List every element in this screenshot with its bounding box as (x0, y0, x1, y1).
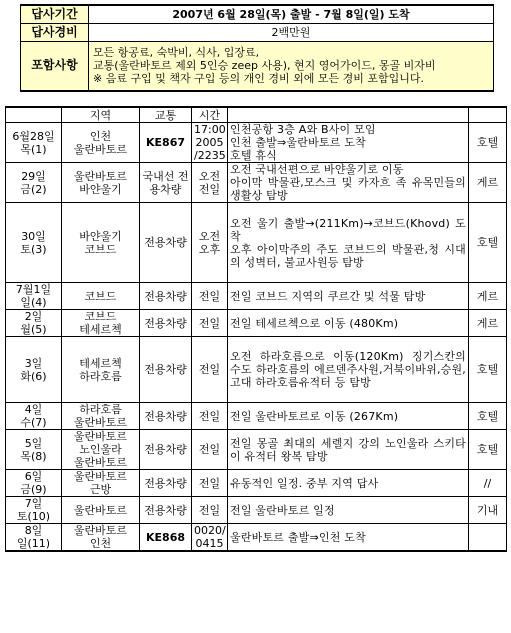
time-cell-line: 전일 (198, 363, 221, 376)
time-cell-line: 전일 (198, 289, 221, 303)
region-cell (62, 310, 140, 337)
activity-cell-line: 전일 테세르첵으로 이동 (480Km) (230, 316, 399, 330)
transport-cell: KE867 (140, 123, 192, 163)
region-cell-line: 테세르첵 (79, 356, 122, 370)
activity-cell-line: 오전 국내선편으로 바얀울기로 이동 (230, 163, 404, 176)
date-cell-line: 5일 (24, 436, 43, 450)
time-cell (192, 337, 228, 403)
region-cell-line: 인천 (89, 129, 112, 143)
region-cell-line: 코브드 (84, 310, 117, 323)
accommodation-cell: 호텔 (469, 430, 507, 470)
itinerary-row (6, 430, 507, 470)
region-cell-line: 울란바토르 (73, 430, 128, 443)
transport-cell: 전용차량 (140, 470, 192, 497)
includes-line: 모든 항공료, 숙박비, 식사, 입장료, (93, 46, 260, 60)
date-cell-line: 6월28일 (12, 129, 55, 143)
time-cell-line: /2235 (194, 149, 226, 162)
region-cell-line: 테세르첵 (79, 323, 122, 336)
itinerary-row (6, 283, 507, 310)
activity-cell-line: 인천공항 3층 A와 B사이 모임 (230, 123, 376, 136)
itinerary-row (6, 403, 507, 430)
time-cell-line: 0415 (195, 537, 224, 550)
itinerary-row (6, 163, 507, 203)
date-cell-line: 토(3) (20, 242, 47, 256)
header-accommodation (469, 107, 507, 123)
date-cell-line: 목(8) (20, 449, 47, 463)
activity-cell-line: 오후 아이막주의 주도 코브드의 박물관,청 시대의 성벽터, 불교사원등 탐방 (230, 242, 466, 269)
time-cell-line: 17:00 (194, 123, 226, 136)
itinerary-row (6, 203, 507, 283)
itinerary-row (6, 123, 507, 163)
region-cell (62, 403, 140, 430)
region-cell (62, 470, 140, 497)
includes-value (89, 41, 494, 91)
date-cell (6, 310, 62, 337)
activity-cell-line: 전일 몽골 최대의 세렐지 강의 노인울라 스키타이 유적터 왕복 탐방 (230, 436, 466, 463)
date-cell-line: 금(2) (20, 182, 47, 196)
time-cell (192, 123, 228, 163)
activity-cell-line: 유동적인 일정. 중부 지역 답사 (230, 476, 379, 490)
time-cell-line: 오후 (198, 242, 221, 256)
activity-cell-line: 호텔 휴식 (230, 149, 278, 162)
date-cell (6, 403, 62, 430)
includes-line: ※ 음료 구입 및 책자 구입 등의 개인 경비 외에 모든 경비 포함입니다. (93, 72, 424, 86)
region-cell-line: 울란바토르 (73, 142, 128, 156)
region-cell (62, 163, 140, 203)
region-cell (62, 203, 140, 283)
region-cell (62, 497, 140, 524)
region-cell-line: 하라호름 (79, 369, 122, 383)
region-cell-line: 하라호름 (79, 403, 122, 416)
header-transport: 교통 (140, 107, 192, 123)
region-cell-line: 울란바토르 (73, 470, 128, 483)
time-cell-line: 전일 (198, 409, 221, 423)
region-cell (62, 283, 140, 310)
time-cell (192, 163, 228, 203)
region-cell-line: 울란바토르 (73, 169, 128, 183)
date-cell-line: 목(1) (20, 142, 47, 156)
transport-cell: 전용차량 (140, 203, 192, 283)
date-cell (6, 470, 62, 497)
activity-cell-line: 인천 출발⇒울란바토르 도착 (230, 136, 366, 149)
itinerary-row (6, 524, 507, 552)
activity-cell (228, 163, 469, 203)
region-cell-line: 코브드 (84, 289, 117, 303)
region-cell-line: 바얀울기 (79, 229, 122, 243)
region-cell-line: 울란바토르 (73, 416, 128, 429)
region-cell-line: 울란바토르 (73, 456, 128, 469)
date-cell (6, 283, 62, 310)
date-cell-line: 월(5) (20, 323, 47, 336)
time-cell (192, 203, 228, 283)
date-cell-line: 30일 (21, 229, 46, 243)
region-cell-line: 바얀울기 (79, 182, 122, 196)
transport-cell: 전용차량 (140, 337, 192, 403)
cost-value: 2백만원 (89, 23, 494, 41)
accommodation-cell: 게르 (469, 163, 507, 203)
activity-cell (228, 337, 469, 403)
itinerary-header-row (6, 107, 507, 123)
transport-cell: 전용차량 (140, 403, 192, 430)
time-cell (192, 497, 228, 524)
region-cell-line: 근방 (89, 483, 112, 496)
itinerary-row (6, 470, 507, 497)
time-cell (192, 310, 228, 337)
activity-cell (228, 524, 469, 552)
date-cell-line: 7월1일 (15, 283, 52, 296)
time-cell (192, 470, 228, 497)
activity-cell-line: 전일 코브드 지역의 쿠르간 및 석물 탐방 (230, 289, 426, 303)
time-cell (192, 403, 228, 430)
date-cell-line: 7일 (24, 497, 43, 510)
period-label: 답사기간 (21, 5, 89, 23)
date-cell (6, 497, 62, 524)
transport-cell: 국내선 전용차량 (140, 163, 192, 203)
header-time: 시간 (192, 107, 228, 123)
date-cell (6, 337, 62, 403)
time-cell-line: 전일 (198, 316, 221, 330)
includes-label: 포함사항 (21, 41, 89, 91)
accommodation-cell: 호텔 (469, 203, 507, 283)
accommodation-cell: // (469, 470, 507, 497)
region-cell-line: 울란바토르 (73, 524, 128, 537)
activity-cell (228, 123, 469, 163)
activity-cell-line: 울란바토르 출발⇒인천 도착 (230, 530, 366, 544)
activity-cell-line: 오전 하라호름으로 이동(120Km) 징기스칸의 수도 하라호름의 에르덴주사원,거북이바위,승원,고대 하라호름유적터 등 탐방 (230, 350, 466, 389)
time-cell-line: 0020/ (194, 524, 226, 537)
cost-label: 답사경비 (21, 23, 89, 41)
date-cell (6, 430, 62, 470)
transport-cell: 전용차량 (140, 310, 192, 337)
time-cell-line: 오전 (198, 169, 221, 183)
activity-cell (228, 497, 469, 524)
region-cell (62, 337, 140, 403)
period-value: 2007년 6월 28일(목) 출발 - 7월 8일(일) 도착 (89, 5, 494, 23)
accommodation-cell: 게르 (469, 283, 507, 310)
region-cell (62, 430, 140, 470)
date-cell-line: 금(9) (20, 483, 47, 496)
accommodation-cell: 기내 (469, 497, 507, 524)
date-cell (6, 203, 62, 283)
time-cell (192, 430, 228, 470)
region-cell-line: 코브드 (84, 242, 117, 256)
header-activity (228, 107, 469, 123)
region-cell (62, 123, 140, 163)
activity-cell (228, 470, 469, 497)
transport-cell: KE868 (140, 524, 192, 552)
date-cell (6, 163, 62, 203)
activity-cell-line: 전일 울란바토르 일정 (230, 503, 335, 517)
date-cell-line: 수(7) (20, 416, 47, 429)
activity-cell (228, 430, 469, 470)
region-cell (62, 524, 140, 552)
activity-cell-line: 오전 울기 출발→(211Km)→코브드(Khovd) 도착 (230, 216, 466, 243)
accommodation-cell: 게르 (469, 310, 507, 337)
activity-cell-line: 전일 울란바토르로 이동 (267Km) (230, 409, 399, 423)
time-cell-line: 전일 (198, 476, 221, 490)
date-cell-line: 8일 (24, 524, 43, 537)
transport-cell: 전용차량 (140, 430, 192, 470)
time-cell (192, 524, 228, 552)
date-cell-line: 29일 (21, 169, 46, 183)
region-cell-line: 노인울라 (79, 443, 122, 456)
header-date (6, 107, 62, 123)
date-cell-line: 토(10) (16, 510, 51, 523)
activity-cell (228, 403, 469, 430)
accommodation-cell: 호텔 (469, 337, 507, 403)
date-cell-line: 6일 (24, 470, 43, 483)
time-cell-line: 전일 (198, 182, 221, 196)
region-cell-line: 인천 (89, 537, 112, 550)
date-cell-line: 일(4) (20, 296, 47, 309)
activity-cell (228, 310, 469, 337)
date-cell-line: 화(6) (20, 369, 47, 383)
itinerary-table (5, 106, 507, 552)
activity-cell-line: 아이막 박물관,모스크 및 카자흐 족 유목민들의 생활상 탐방 (230, 176, 466, 202)
itinerary-row (6, 497, 507, 524)
transport-cell: 전용차량 (140, 497, 192, 524)
date-cell-line: 2일 (24, 310, 43, 323)
date-cell-line: 4일 (24, 403, 43, 416)
date-cell (6, 524, 62, 552)
trip-summary-table (20, 4, 494, 92)
header-region: 지역 (62, 107, 140, 123)
date-cell-line: 일(11) (16, 537, 51, 550)
includes-line: 교통(울란바토르 제외 5인승 zeep 사용), 현지 영어가이드, 몽골 비자비 (93, 59, 436, 73)
date-cell-line: 3일 (24, 356, 43, 370)
time-cell-line: 오전 (198, 229, 221, 243)
activity-cell (228, 203, 469, 283)
accommodation-cell: 호텔 (469, 403, 507, 430)
activity-cell (228, 283, 469, 310)
itinerary-row (6, 310, 507, 337)
time-cell-line: 전일 (198, 443, 221, 456)
time-cell-line: 전일 (198, 503, 221, 517)
region-cell-line: 울란바토르 (73, 503, 128, 517)
time-cell (192, 283, 228, 310)
itinerary-row (6, 337, 507, 403)
accommodation-cell: 호텔 (469, 123, 507, 163)
time-cell-line: 2005 (195, 136, 224, 149)
date-cell (6, 123, 62, 163)
transport-cell: 전용차량 (140, 283, 192, 310)
accommodation-cell (469, 524, 507, 552)
